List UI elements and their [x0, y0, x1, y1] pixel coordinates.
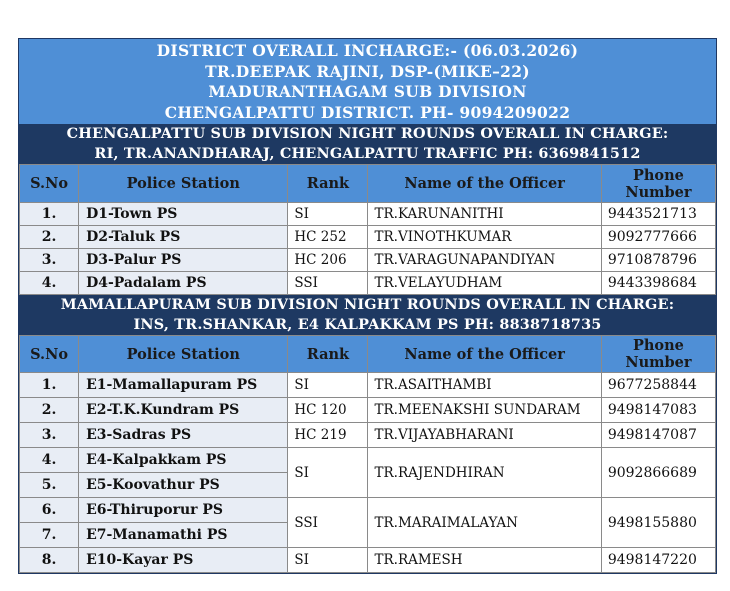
header-line-subdivision: MADURANTHAGAM SUB DIVISION [208, 82, 527, 101]
cell-phone: 9710878796 [601, 249, 715, 272]
duty-roster-document [18, 38, 717, 574]
table-header-row [20, 165, 716, 203]
cell-sno: 2. [20, 226, 79, 249]
table-row [20, 249, 716, 272]
cell-station: E5-Koovathur PS [79, 473, 288, 498]
cell-station: D3-Palur PS [79, 249, 288, 272]
cell-sno: 4. [20, 272, 79, 295]
section1-title-line2: RI, TR.ANANDHARAJ, CHENGALPATTU TRAFFIC PH: 6369841512 [94, 145, 641, 162]
cell-officer: TR.VELAYUDHAM [368, 272, 601, 295]
cell-rank: HC 120 [288, 398, 368, 423]
cell-station: E7-Manamathi PS [79, 523, 288, 548]
cell-officer: TR.VIJAYABHARANI [368, 423, 601, 448]
cell-rank: HC 219 [288, 423, 368, 448]
section1-title-line1: CHENGALPATTU SUB DIVISION NIGHT ROUNDS OVERALL IN CHARGE: [66, 125, 669, 142]
cell-officer: TR.ASAITHAMBI [368, 373, 601, 398]
table-row [20, 203, 716, 226]
col-header-rank: Rank [288, 336, 368, 373]
col-header-station: Police Station [79, 165, 288, 203]
table-row [20, 272, 716, 295]
cell-rank: SI [288, 548, 368, 573]
cell-officer: TR.VINOTHKUMAR [368, 226, 601, 249]
cell-phone: 9498147087 [601, 423, 715, 448]
cell-phone: 9092777666 [601, 226, 715, 249]
cell-officer: TR.MEENAKSHI SUNDARAM [368, 398, 601, 423]
cell-sno: 1. [20, 203, 79, 226]
table-row [20, 498, 716, 523]
cell-officer: TR.RAMESH [368, 548, 601, 573]
cell-sno: 5. [20, 473, 79, 498]
cell-sno: 3. [20, 423, 79, 448]
cell-phone: 9443521713 [601, 203, 715, 226]
cell-station: E4-Kalpakkam PS [79, 448, 288, 473]
header-line-date: DISTRICT OVERALL INCHARGE:- (06.03.2026) [156, 41, 579, 60]
table-row [20, 398, 716, 423]
table-row [20, 548, 716, 573]
cell-sno: 4. [20, 448, 79, 473]
cell-phone: 9443398684 [601, 272, 715, 295]
cell-sno: 3. [20, 249, 79, 272]
cell-phone: 9677258844 [601, 373, 715, 398]
cell-station: E10-Kayar PS [79, 548, 288, 573]
section2-title-line1: MAMALLAPURAM SUB DIVISION NIGHT ROUNDS OVERALL IN CHARGE: [60, 296, 675, 313]
cell-rank: HC 206 [288, 249, 368, 272]
cell-sno: 1. [20, 373, 79, 398]
cell-rank: SSI [288, 272, 368, 295]
cell-rank: SI [288, 373, 368, 398]
section2-table [19, 335, 716, 573]
cell-sno: 7. [20, 523, 79, 548]
cell-sno: 6. [20, 498, 79, 523]
cell-station: D2-Taluk PS [79, 226, 288, 249]
table-row [20, 423, 716, 448]
cell-officer-merged: TR.RAJENDHIRAN [368, 448, 601, 498]
cell-officer: TR.VARAGUNAPANDIYAN [368, 249, 601, 272]
cell-rank-merged: SI [288, 448, 368, 498]
cell-rank-merged: SSI [288, 498, 368, 548]
cell-phone: 9498147083 [601, 398, 715, 423]
section2-title [19, 295, 716, 335]
cell-rank: HC 252 [288, 226, 368, 249]
cell-station: E6-Thiruporur PS [79, 498, 288, 523]
table-header-row [20, 336, 716, 373]
table-row [20, 448, 716, 473]
cell-phone-merged: 9498155880 [601, 498, 715, 548]
cell-sno: 8. [20, 548, 79, 573]
cell-phone: 9498147220 [601, 548, 715, 573]
col-header-phone: Phone Number [601, 165, 715, 203]
col-header-officer: Name of the Officer [368, 336, 601, 373]
section2-title-line2: INS, TR.SHANKAR, E4 KALPAKKAM PS PH: 8838718735 [133, 316, 602, 333]
cell-sno: 2. [20, 398, 79, 423]
col-header-sno: S.No [20, 165, 79, 203]
cell-station: D4-Padalam PS [79, 272, 288, 295]
section1-title [19, 124, 716, 164]
header-line-district: CHENGALPATTU DISTRICT. PH- 9094209022 [164, 102, 571, 122]
col-header-officer: Name of the Officer [368, 165, 601, 203]
cell-station: E3-Sadras PS [79, 423, 288, 448]
table-row [20, 373, 716, 398]
col-header-rank: Rank [288, 165, 368, 203]
header-line-officer: TR.DEEPAK RAJINI, DSP-(MIKE–22) [205, 61, 530, 81]
col-header-station: Police Station [79, 336, 288, 373]
col-header-sno: S.No [20, 336, 79, 373]
section1-table [19, 164, 716, 295]
district-header [19, 39, 716, 124]
cell-phone-merged: 9092866689 [601, 448, 715, 498]
cell-station: E2-T.K.Kundram PS [79, 398, 288, 423]
col-header-phone: Phone Number [601, 336, 715, 373]
cell-station: D1-Town PS [79, 203, 288, 226]
cell-rank: SI [288, 203, 368, 226]
cell-station: E1-Mamallapuram PS [79, 373, 288, 398]
table-row [20, 226, 716, 249]
cell-officer-merged: TR.MARAIMALAYAN [368, 498, 601, 548]
cell-officer: TR.KARUNANITHI [368, 203, 601, 226]
